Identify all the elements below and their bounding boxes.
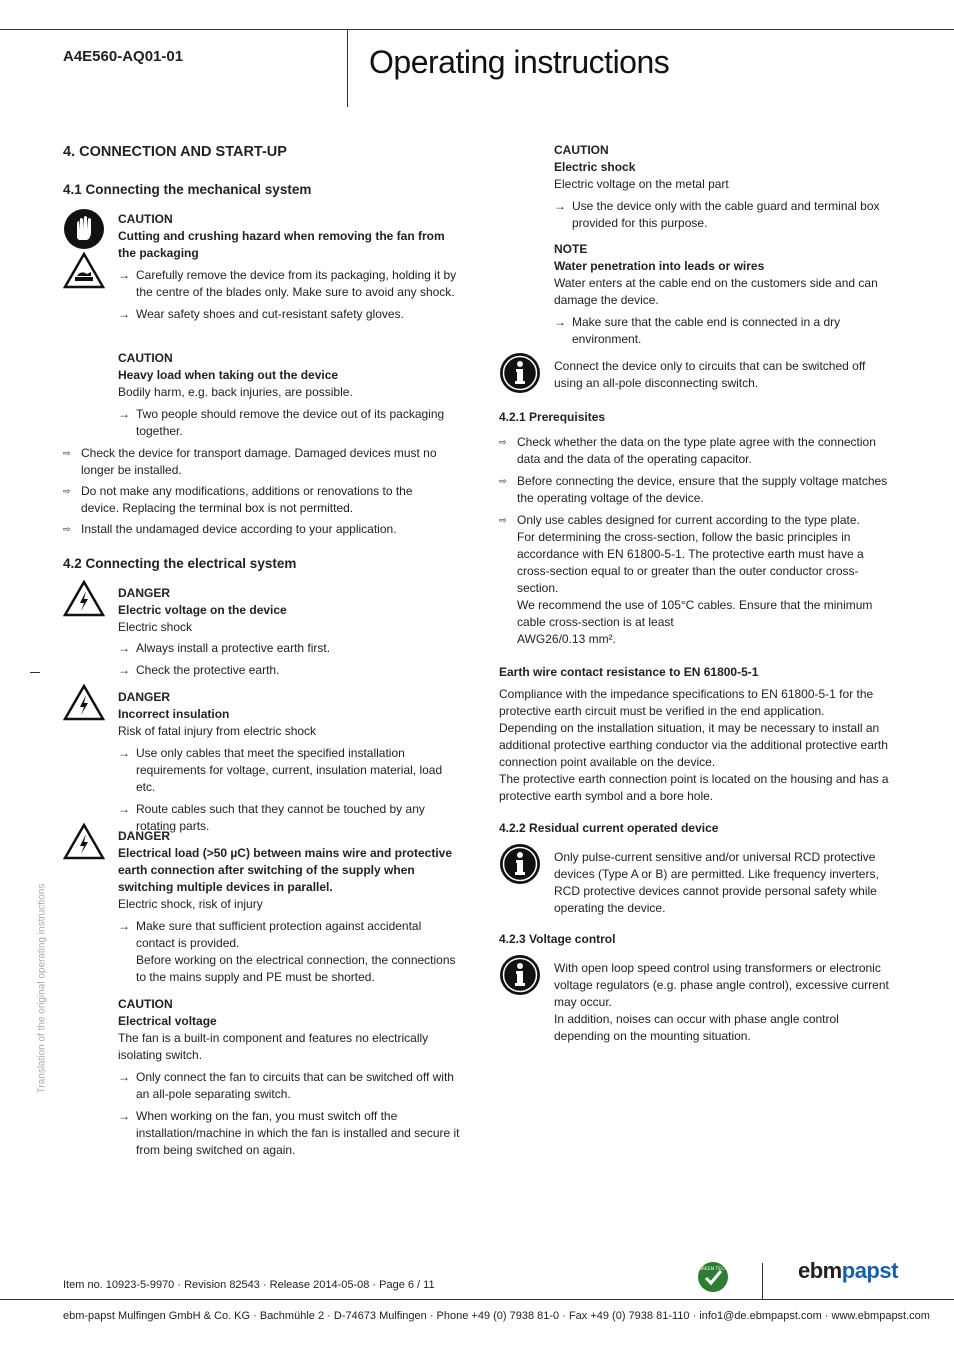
caution-block-electrical-voltage <box>118 996 463 1159</box>
green-tech-badge-icon <box>697 1261 729 1293</box>
badge-text: GREEN TECH <box>698 1267 728 1272</box>
earth-wire-title: Earth wire contact resistance to EN 61800-5-1 <box>499 665 759 679</box>
sidebar-note: Translation of the original operating instructions <box>36 883 48 1094</box>
high-voltage-icon <box>63 684 105 721</box>
bullet-arrow-icon: ⇨ <box>63 524 71 534</box>
arrow-icon: → <box>118 1070 130 1084</box>
model-number: A4E560-AQ01-01 <box>63 48 184 65</box>
list-item: ⇨ Check whether the data on the type plate agree with the connection data and the data of the operating capacitor. <box>499 435 876 466</box>
danger-text: Electric shock <box>118 620 193 634</box>
danger-block-voltage <box>118 585 463 679</box>
bullet-list <box>63 445 443 538</box>
warning-label: CAUTION <box>118 351 173 365</box>
crushing-hazard-icon <box>63 252 105 289</box>
danger-label: DANGER <box>118 829 171 843</box>
instruction: → Wear safety shoes and cut-resistant safety gloves. <box>118 307 404 321</box>
arrow-icon: → <box>118 746 130 760</box>
section-title: 4. CONNECTION AND START-UP <box>63 144 287 160</box>
arrow-icon: → <box>118 407 130 421</box>
instruction: → Use only cables that meet the specified installation requirements for voltage, current, insulation material, load etc. <box>118 746 443 794</box>
margin-tick <box>30 672 40 673</box>
warning-subtitle: Heavy load when taking out the device <box>118 368 339 382</box>
danger-label: DANGER <box>118 690 171 704</box>
arrow-icon: → <box>118 802 130 816</box>
note-block-water <box>554 241 889 348</box>
caution-subtitle: Electric shock <box>554 160 636 174</box>
instruction: → Use the device only with the cable guard and terminal box provided for this purpose. <box>554 199 880 230</box>
note-subtitle: Water penetration into leads or wires <box>554 259 765 273</box>
info-text: Only pulse-current sensitive and/or universal RCD protective devices (Type A or B) are permitted. Like frequency inverters, RCD protective devices cannot provide personal safety while operating the device. <box>554 850 879 915</box>
danger-subtitle: Electric voltage on the device <box>118 603 287 617</box>
caution-label: CAUTION <box>118 997 173 1011</box>
subsection-4-1-title: 4.1 Connecting the mechanical system <box>63 182 312 197</box>
list-item: ⇨ Before connecting the device, ensure that the supply voltage matches the operating voltage of the device. <box>499 474 888 505</box>
instruction: → Make sure that sufficient protection against accidental contact is provided. Before working on the electrical connection, the connections to the mains supply and PE must be shorted. <box>118 919 456 984</box>
footer-divider <box>762 1263 763 1299</box>
list-item: ⇨ Do not make any modifications, additions or renovations to the device. Replacing the terminal box is not permitted. <box>63 484 413 515</box>
instruction: → Route cables such that they cannot be touched by any rotating parts. <box>118 802 425 833</box>
warning-subtitle: Cutting and crushing hazard when removing the fan from the packaging <box>118 229 445 260</box>
info-icon <box>499 843 541 885</box>
list-item: ⇨ Install the undamaged device according to your application. <box>63 522 397 536</box>
subsection-4-2-1-title: 4.2.1 Prerequisites <box>499 410 606 424</box>
footer-item-info: Item no. 10923-5-9970 · Revision 82543 · Release 2014-05-08 · Page 6 / 11 <box>63 1279 435 1291</box>
arrow-icon: → <box>118 307 130 321</box>
arrow-icon: → <box>118 641 130 655</box>
info-icon <box>499 352 541 394</box>
list-item: ⇨ Only use cables designed for current according to the type plate. For determining the cross-section, follow the basic principles in accordance with EN 61800-5-1. The protective earth must have a cross-section equal to or greater than the outer conductor cross-section. We recommend the use of 105°C cables. Ensure that the minimum cable cross-section is at least AWG26/0.13 mm². <box>499 513 873 646</box>
footer-rule <box>0 1299 954 1300</box>
warning-block-heavy-load <box>118 350 458 440</box>
warning-text: Bodily harm, e.g. back injuries, are possible. <box>118 385 353 399</box>
bullet-arrow-icon: ⇨ <box>499 437 507 447</box>
subsection-4-2-2-title: 4.2.2 Residual current operated device <box>499 821 719 835</box>
danger-subtitle: Incorrect insulation <box>118 707 230 721</box>
arrow-icon: → <box>118 1109 130 1123</box>
danger-block-electrical-load <box>118 828 463 986</box>
high-voltage-icon <box>63 580 105 617</box>
prerequisites-list <box>499 434 889 648</box>
caution-block-electric-shock <box>554 142 889 232</box>
earth-wire-text: Compliance with the impedance specifications to EN 61800-5-1 for the protective earth circuit must be verified in the end application. Depending on the installation situation, it may be necessary to install an additional protective earthing conductor via the additional protective earth connection point available on the device. The protective earth connection point is located on the housing and has a protective earth symbol and a bore hole. <box>499 687 889 803</box>
danger-label: DANGER <box>118 586 171 600</box>
instruction: → Make sure that the cable end is connected in a dry environment. <box>554 315 841 346</box>
caution-text: Electric voltage on the metal part <box>554 177 729 191</box>
header-top-rule <box>0 29 954 30</box>
bullet-arrow-icon: ⇨ <box>499 515 507 525</box>
note-text: Water enters at the cable end on the customers side and can damage the device. <box>554 276 878 307</box>
note-label: NOTE <box>554 242 588 256</box>
subsection-4-2-3-title: 4.2.3 Voltage control <box>499 932 616 946</box>
header-divider <box>347 29 348 107</box>
instruction: → When working on the fan, you must switch off the installation/machine in which the fan is installed and secure it from being switched on again. <box>118 1109 460 1157</box>
instruction: → Always install a protective earth first. <box>118 641 331 655</box>
high-voltage-icon <box>63 823 105 860</box>
info-icon <box>499 954 541 996</box>
danger-text: Risk of fatal injury from electric shock <box>118 724 317 738</box>
arrow-icon: → <box>118 663 130 677</box>
caution-subtitle: Electrical voltage <box>118 1014 217 1028</box>
bullet-arrow-icon: ⇨ <box>63 486 71 496</box>
instruction: → Carefully remove the device from its packaging, holding it by the centre of the blades only. Make sure to avoid any shock. <box>118 268 457 299</box>
instruction: → Check the protective earth. <box>118 663 280 677</box>
caution-text: The fan is a built-in component and features no electrically isolating switch. <box>118 1031 429 1062</box>
warning-label: CAUTION <box>118 212 173 226</box>
info-text: With open loop speed control using transformers or electronic voltage regulators (e.g. phase angle control), excessive current may occur. In addition, noises can occur with phase angle control depending on the mounting situation. <box>554 961 889 1043</box>
danger-block-insulation <box>118 689 463 835</box>
arrow-icon: → <box>118 268 130 282</box>
instruction: → Only connect the fan to circuits that can be switched off with an all-pole separating switch. <box>118 1070 454 1101</box>
danger-subtitle: Electrical load (>50 µC) between mains wire and protective earth connection after switching of the supply when switching multiple devices in parallel. <box>118 846 453 894</box>
list-item: ⇨ Check the device for transport damage. Damaged devices must no longer be installed. <box>63 446 437 477</box>
instruction: → Two people should remove the device out of its packaging together. <box>118 407 445 438</box>
arrow-icon: → <box>554 199 566 213</box>
arrow-icon: → <box>554 315 566 329</box>
danger-text: Electric shock, risk of injury <box>118 897 263 911</box>
caution-label: CAUTION <box>554 143 609 157</box>
info-text: Connect the device only to circuits that can be switched off using an all-pole disconnecting switch. <box>554 359 866 390</box>
brand-logo: ebmpapst <box>798 1258 898 1283</box>
arrow-icon: → <box>118 919 130 933</box>
bullet-arrow-icon: ⇨ <box>63 448 71 458</box>
gloves-icon <box>63 208 105 250</box>
page-title: Operating instructions <box>369 44 670 80</box>
subsection-4-2-title: 4.2 Connecting the electrical system <box>63 556 297 571</box>
bullet-arrow-icon: ⇨ <box>499 476 507 486</box>
warning-block-cutting <box>118 211 458 323</box>
footer-address: ebm-papst Mulfingen GmbH & Co. KG · Bachmühle 2 · D-74673 Mulfingen · Phone +49 (0) 7938 81-0 · Fax +49 (0) 7938 81-110 · info1@de.ebmpapst.com · www.ebmpapst.com <box>63 1310 930 1322</box>
